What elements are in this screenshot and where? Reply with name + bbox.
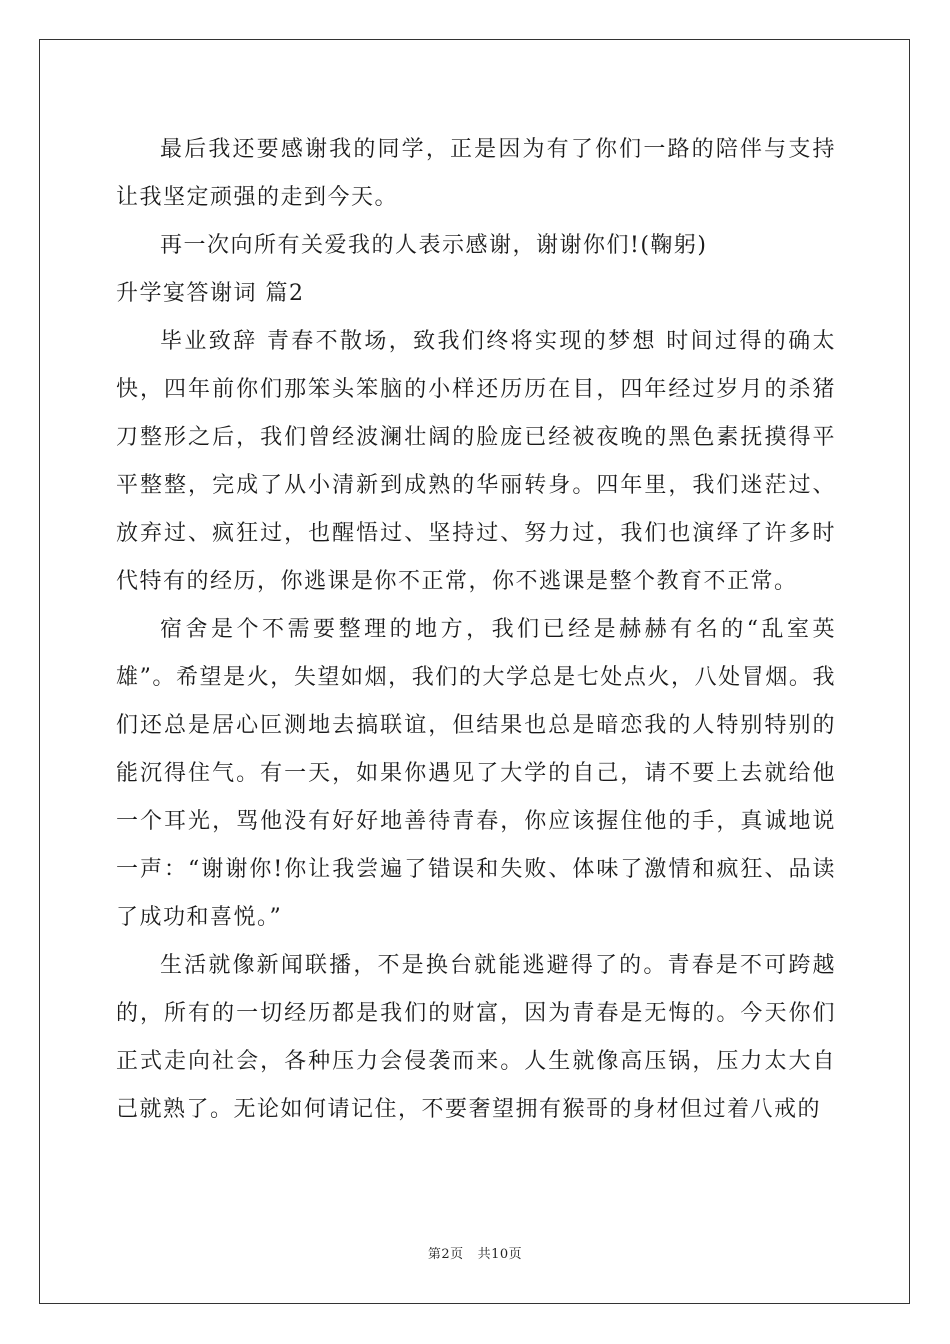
page-footer [0, 1243, 950, 1262]
paragraph: 生活就像新闻联播，不是换台就能逃避得了的。青春是不可跨越的，所有的一切经历都是我们的财富，因为青春是无悔的。今天你们正式走向社会，各种压力会侵袭而来。人生就像高压锅，压力太大自己就熟了。无论如何请记住，不要奢望拥有猴哥的身材但过着八戒的 [116, 953, 836, 1122]
paragraph: 宿舍是个不需要整理的地方，我们已经是赫赫有名的“乱室英雄”。希望是火，失望如烟，我们的大学总是七处点火，八处冒烟。我们还总是居心叵测地去搞联谊，但结果也总是暗恋我的人特别特别的能沉得住气。有一天，如果你遇见了大学的自己，请不要上去就给他一个耳光，骂他没有好好地善待青春，你应该握住他的手，真诚地说一声：“谢谢你!你让我尝遍了错误和失败、体味了激情和疯狂、品读了成功和喜悦。” [116, 617, 836, 930]
document-body [116, 126, 836, 1134]
section-heading: 升学宴答谢词 篇2 [116, 281, 305, 306]
page-number: 第2页 [427, 1247, 464, 1262]
paragraph: 最后我还要感谢我的同学，正是因为有了你们一路的陪伴与支持让我坚定顽强的走到今天。 [116, 137, 836, 210]
page-total: 共10页 [477, 1247, 523, 1262]
paragraph: 毕业致辞 青春不散场，致我们终将实现的梦想 时间过得的确太快，四年前你们那笨头笨脑的小样还历历在目，四年经过岁月的杀猪刀整形之后，我们曾经波澜壮阔的脸庞已经被夜晚的黑色素抚摸得平平整整，完成了从小清新到成熟的华丽转身。四年里，我们迷茫过、放弃过、疯狂过，也醒悟过、坚持过、努力过，我们也演绎了许多时代特有的经历，你逃课是你不正常，你不逃课是整个教育不正常。 [116, 329, 836, 594]
paragraph: 再一次向所有关爱我的人表示感谢，谢谢你们!(鞠躬) [160, 233, 708, 258]
